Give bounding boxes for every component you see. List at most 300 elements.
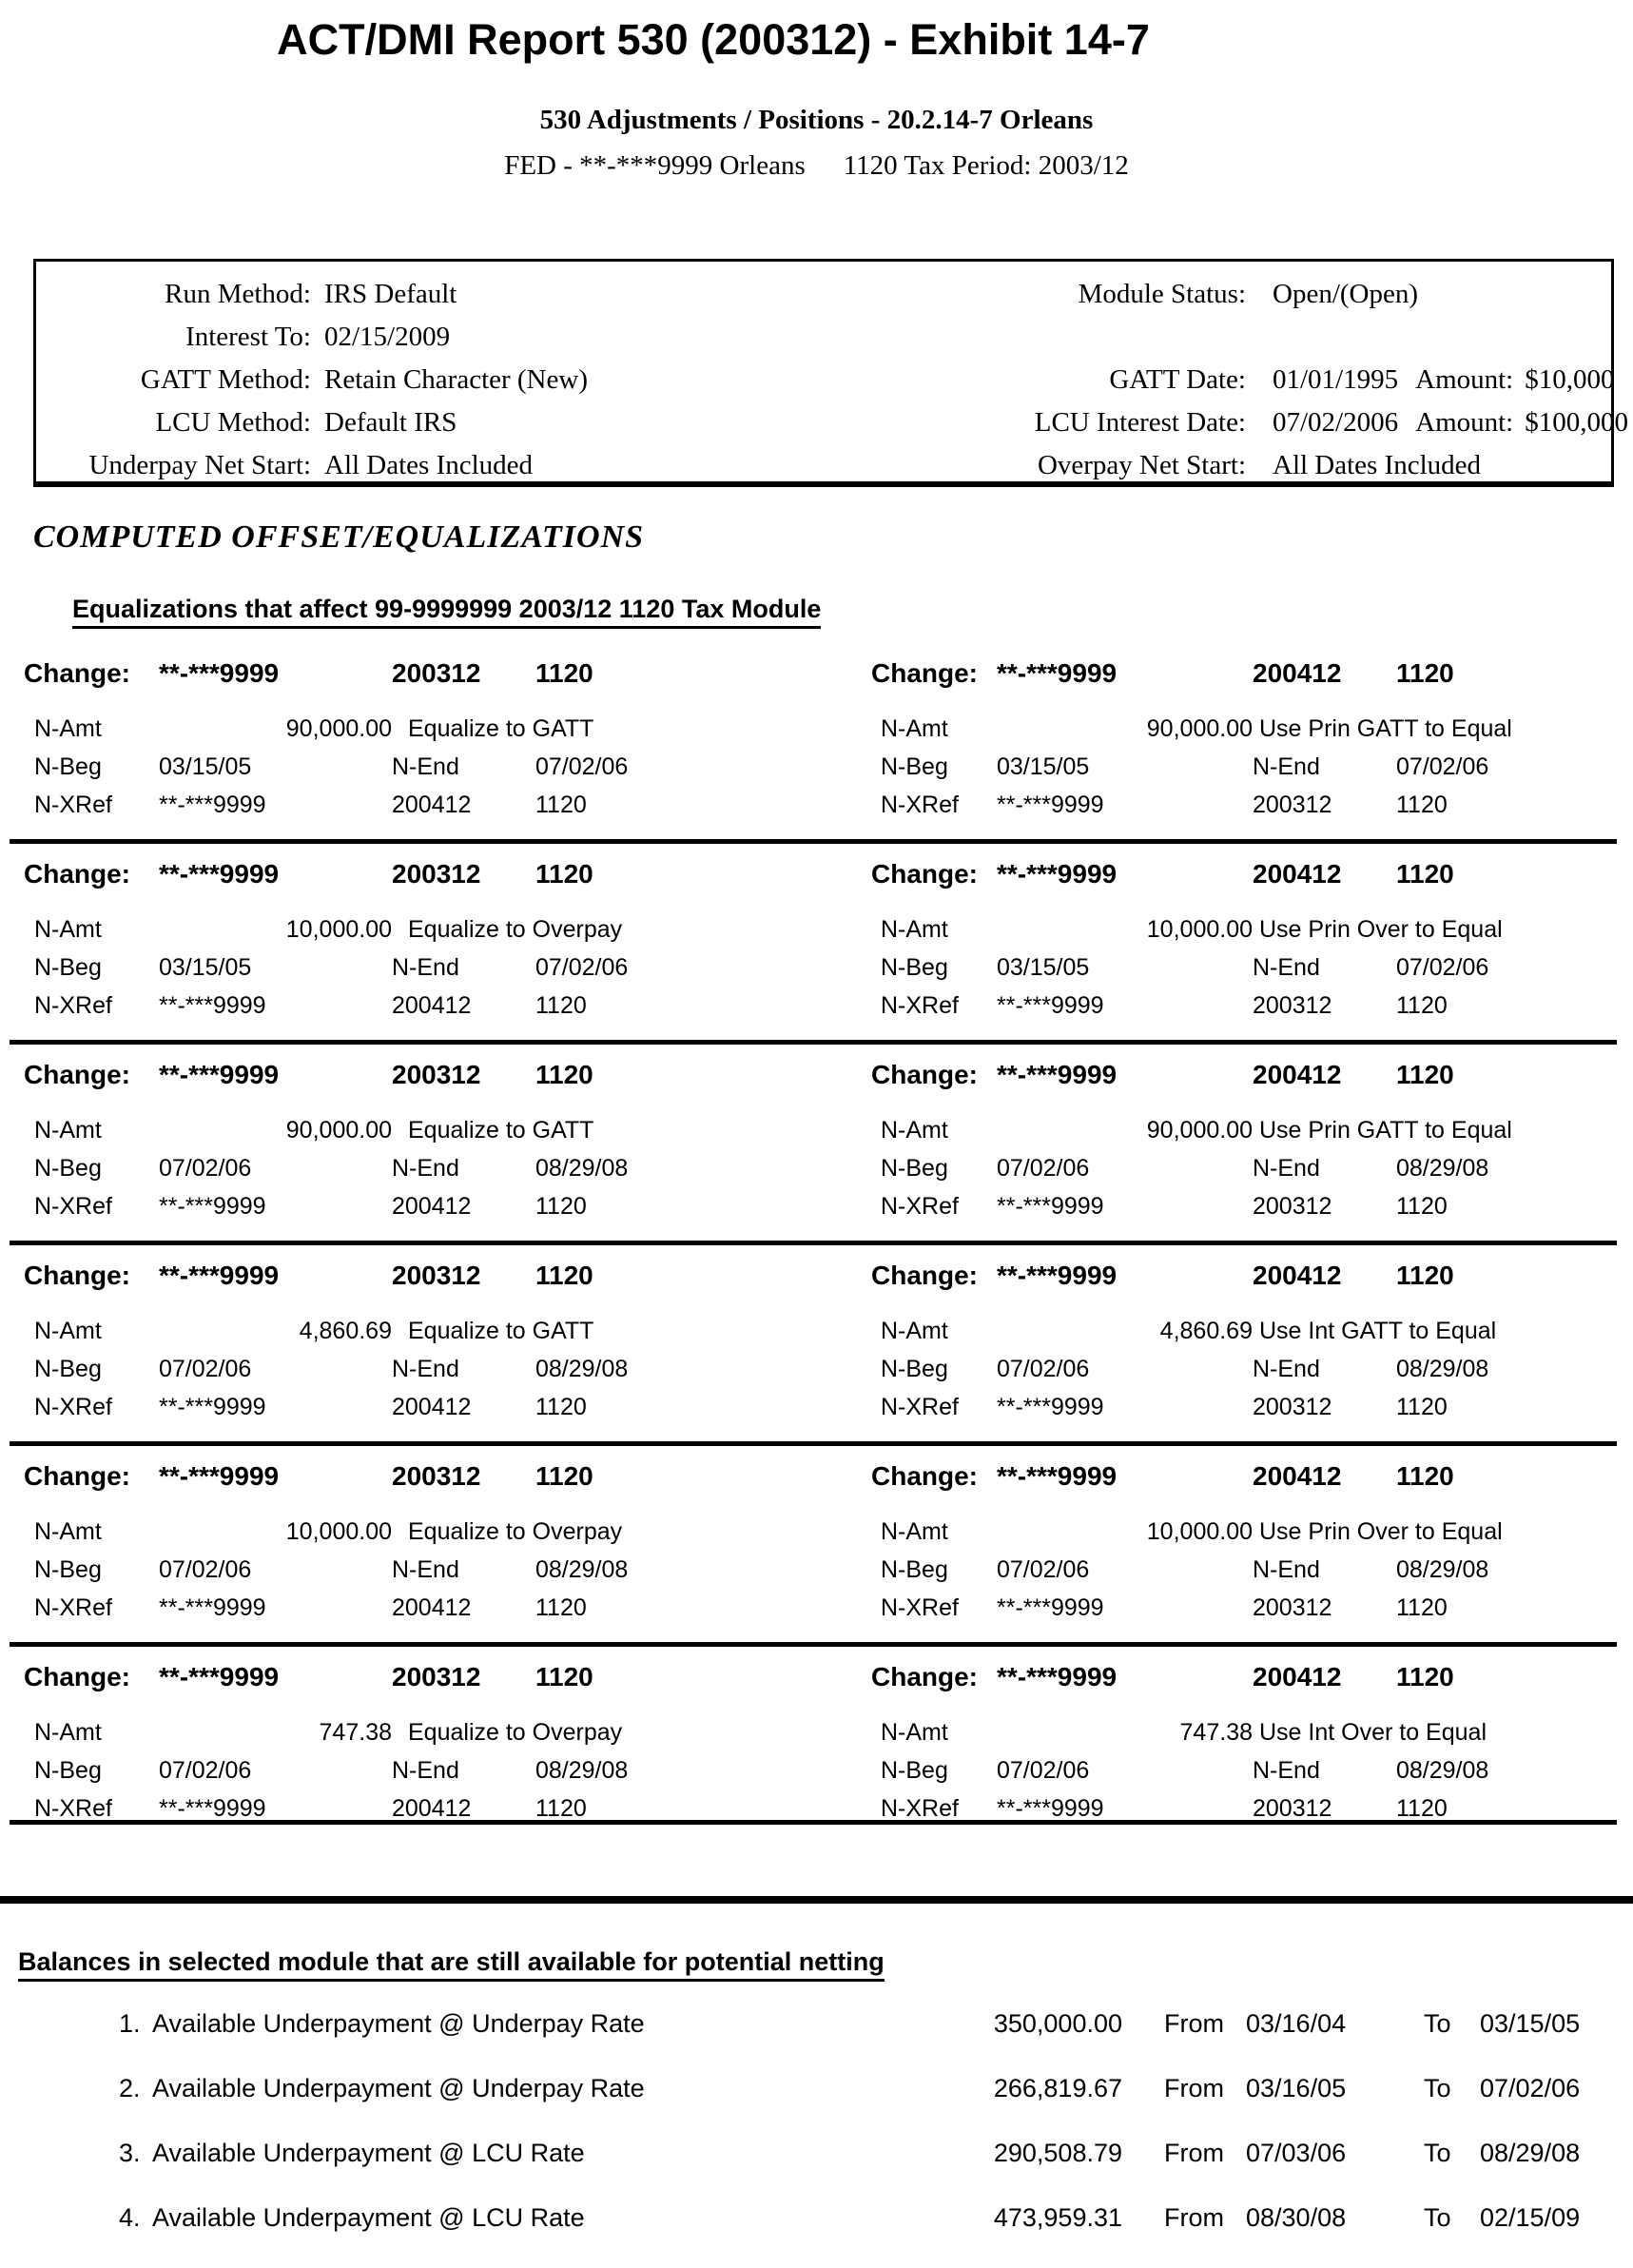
to-label: To bbox=[1424, 2139, 1451, 2167]
change-account: **-***9999 bbox=[997, 859, 1118, 889]
n-xref-label: N-XRef bbox=[881, 1394, 959, 1420]
n-xref-mft: 1120 bbox=[1396, 1594, 1448, 1621]
n-amt-value: 4,860.69 bbox=[299, 1318, 392, 1344]
n-amt-desc: Use Int GATT to Equal bbox=[1259, 1318, 1497, 1344]
n-beg-line bbox=[871, 1356, 1617, 1386]
balance-number: 2. bbox=[119, 2074, 141, 2102]
n-amt-line bbox=[24, 1117, 851, 1147]
n-beg-date: 03/15/05 bbox=[997, 954, 1090, 981]
page-title: ACT/DMI Report 530 (200312) - Exhibit 14-7 bbox=[277, 15, 1150, 64]
balance-row bbox=[0, 2074, 1633, 2139]
n-xref-label: N-XRef bbox=[881, 1594, 959, 1621]
n-xref-line bbox=[24, 1394, 851, 1424]
n-beg-date: 07/02/06 bbox=[997, 1556, 1090, 1583]
change-label: Change: bbox=[24, 1060, 130, 1089]
n-xref-mft: 1120 bbox=[535, 992, 587, 1019]
change-header-line bbox=[871, 1060, 1617, 1090]
n-end-date: 08/29/08 bbox=[1396, 1356, 1489, 1382]
n-amt-desc: Use Int Over to Equal bbox=[1259, 1719, 1487, 1746]
from-label: From bbox=[1164, 2139, 1224, 2167]
n-beg-label: N-Beg bbox=[881, 1155, 948, 1182]
balances-list bbox=[0, 2009, 1633, 2268]
n-amt-label: N-Amt bbox=[881, 1318, 948, 1344]
n-xref-mft: 1120 bbox=[1396, 1394, 1448, 1420]
n-xref-label: N-XRef bbox=[881, 1795, 959, 1822]
n-amt-value: 10,000.00 bbox=[285, 916, 392, 943]
change-header-line bbox=[24, 1662, 851, 1692]
change-account: **-***9999 bbox=[159, 658, 280, 688]
n-xref-label: N-XRef bbox=[34, 1394, 112, 1420]
n-end-date: 08/29/08 bbox=[535, 1155, 629, 1182]
balance-number: 3. bbox=[119, 2139, 141, 2167]
n-xref-label: N-XRef bbox=[34, 1594, 112, 1621]
n-amt-desc: Equalize to GATT bbox=[408, 715, 594, 742]
change-account: **-***9999 bbox=[159, 1261, 280, 1290]
change-mft: 1120 bbox=[535, 1662, 593, 1691]
change-row bbox=[10, 844, 1617, 1045]
info-row bbox=[36, 407, 1628, 450]
change-period: 200412 bbox=[1253, 1662, 1342, 1691]
change-account: **-***9999 bbox=[159, 1461, 280, 1491]
change-mft: 1120 bbox=[1396, 1662, 1454, 1691]
report-tax-period: 1120 Tax Period: 2003/12 bbox=[843, 150, 1129, 181]
change-header-line bbox=[24, 1261, 851, 1291]
n-beg-label: N-Beg bbox=[881, 753, 948, 780]
change-account: **-***9999 bbox=[159, 1662, 280, 1691]
change-period: 200412 bbox=[1253, 658, 1342, 688]
n-amt-label: N-Amt bbox=[34, 1719, 102, 1746]
change-block-right bbox=[871, 643, 1617, 839]
change-mft: 1120 bbox=[1396, 1261, 1454, 1290]
n-beg-line bbox=[871, 954, 1617, 985]
n-amt-value: 747.38 bbox=[1179, 1719, 1253, 1746]
n-amt-label: N-Amt bbox=[881, 1117, 948, 1144]
change-label: Change: bbox=[24, 859, 130, 889]
n-amt-line bbox=[24, 715, 851, 746]
n-xref-period: 200312 bbox=[1253, 1795, 1332, 1822]
n-xref-label: N-XRef bbox=[34, 992, 112, 1019]
n-xref-account: **-***9999 bbox=[159, 1394, 266, 1420]
from-date: 08/30/08 bbox=[1246, 2203, 1347, 2232]
info-label-right: Overpay Net Start: bbox=[1037, 450, 1246, 480]
to-date: 07/02/06 bbox=[1480, 2074, 1581, 2102]
from-label: From bbox=[1164, 2203, 1224, 2232]
n-xref-account: **-***9999 bbox=[997, 1394, 1104, 1420]
n-amt-label: N-Amt bbox=[34, 1318, 102, 1344]
change-mft: 1120 bbox=[535, 1261, 593, 1290]
n-beg-label: N-Beg bbox=[881, 1356, 948, 1382]
equalizations-heading bbox=[72, 595, 821, 629]
n-beg-label: N-Beg bbox=[34, 1356, 102, 1382]
change-mft: 1120 bbox=[535, 859, 593, 889]
info-row bbox=[36, 450, 1611, 493]
n-amt-line bbox=[871, 916, 1617, 947]
n-beg-line bbox=[871, 1556, 1617, 1587]
n-xref-mft: 1120 bbox=[535, 1394, 587, 1420]
change-block-left bbox=[24, 1045, 851, 1241]
balance-amount: 266,819.67 bbox=[993, 2074, 1122, 2102]
change-row bbox=[10, 1045, 1617, 1245]
info-value-left: IRS Default bbox=[324, 279, 457, 309]
to-label: To bbox=[1424, 2009, 1451, 2038]
change-account: **-***9999 bbox=[997, 1060, 1118, 1089]
change-header-line bbox=[871, 658, 1617, 689]
n-xref-period: 200312 bbox=[1253, 1193, 1332, 1220]
change-block-right bbox=[871, 844, 1617, 1040]
info-label-right: LCU Interest Date: bbox=[1034, 407, 1246, 438]
n-beg-date: 03/15/05 bbox=[997, 753, 1090, 780]
n-end-date: 08/29/08 bbox=[535, 1356, 629, 1382]
n-beg-date: 07/02/06 bbox=[159, 1155, 252, 1182]
n-amt-label: N-Amt bbox=[34, 1117, 102, 1144]
n-amt-line bbox=[24, 916, 851, 947]
change-label: Change: bbox=[871, 859, 978, 889]
n-beg-date: 07/02/06 bbox=[997, 1757, 1090, 1784]
change-block-left bbox=[24, 844, 851, 1040]
n-amt-value: 4,860.69 bbox=[1159, 1318, 1253, 1344]
n-xref-label: N-XRef bbox=[34, 792, 112, 818]
n-xref-mft: 1120 bbox=[535, 792, 587, 818]
n-xref-label: N-XRef bbox=[34, 1193, 112, 1220]
info-label-left: LCU Method: bbox=[155, 407, 311, 438]
info-value-right bbox=[1273, 279, 1447, 310]
info-label-left: Run Method: bbox=[165, 279, 311, 309]
to-label: To bbox=[1424, 2203, 1451, 2232]
n-beg-line bbox=[871, 1155, 1617, 1185]
info-right-value: Open/(Open) bbox=[1273, 279, 1419, 309]
balance-amount: 290,508.79 bbox=[993, 2139, 1122, 2167]
n-amt-label: N-Amt bbox=[881, 1719, 948, 1746]
change-row bbox=[10, 1647, 1617, 1825]
n-xref-line bbox=[871, 992, 1617, 1023]
change-period: 200312 bbox=[392, 859, 481, 889]
n-amt-desc: Use Prin Over to Equal bbox=[1259, 916, 1503, 943]
n-xref-line bbox=[24, 1795, 851, 1826]
change-mft: 1120 bbox=[1396, 658, 1454, 688]
change-block-left bbox=[24, 1446, 851, 1642]
change-period: 200412 bbox=[1253, 1261, 1342, 1290]
n-beg-date: 07/02/06 bbox=[997, 1155, 1090, 1182]
n-beg-line bbox=[24, 753, 851, 784]
n-amt-value: 747.38 bbox=[319, 1719, 392, 1746]
n-amt-label: N-Amt bbox=[881, 715, 948, 742]
info-row bbox=[36, 364, 1615, 407]
change-label: Change: bbox=[24, 658, 130, 688]
change-block-left bbox=[24, 1647, 851, 1820]
info-label-right: GATT Date: bbox=[1109, 364, 1246, 395]
change-mft: 1120 bbox=[1396, 1461, 1454, 1491]
n-xref-period: 200412 bbox=[392, 1394, 472, 1420]
n-amt-desc: Equalize to GATT bbox=[408, 1318, 594, 1344]
n-xref-line bbox=[871, 1193, 1617, 1223]
info-right-value: 01/01/1995 bbox=[1273, 364, 1399, 395]
change-header-line bbox=[871, 1662, 1617, 1692]
change-period: 200312 bbox=[392, 1060, 481, 1089]
n-beg-label: N-Beg bbox=[881, 954, 948, 981]
from-date: 03/16/05 bbox=[1246, 2074, 1347, 2102]
n-xref-account: **-***9999 bbox=[997, 992, 1104, 1019]
n-amt-desc: Equalize to Overpay bbox=[408, 916, 623, 943]
info-label-left: Interest To: bbox=[185, 322, 311, 352]
change-period: 200312 bbox=[392, 1261, 481, 1290]
to-label: To bbox=[1424, 2074, 1451, 2102]
change-label: Change: bbox=[24, 1461, 130, 1491]
change-label: Change: bbox=[871, 1461, 978, 1491]
n-amt-label: N-Amt bbox=[34, 1518, 102, 1545]
n-end-label: N-End bbox=[392, 1556, 459, 1583]
n-xref-line bbox=[871, 1795, 1617, 1826]
info-value-right bbox=[1273, 364, 1615, 396]
n-end-date: 07/02/06 bbox=[1396, 954, 1489, 981]
n-amt-desc: Use Prin GATT to Equal bbox=[1259, 1117, 1512, 1144]
run-settings-box bbox=[33, 259, 1628, 487]
balance-description: Available Underpayment @ LCU Rate bbox=[152, 2203, 585, 2232]
info-right-value: 07/02/2006 bbox=[1273, 407, 1399, 438]
change-label: Change: bbox=[871, 1662, 978, 1691]
change-mft: 1120 bbox=[535, 658, 593, 688]
change-header-line bbox=[871, 1461, 1617, 1492]
change-mft: 1120 bbox=[1396, 1060, 1454, 1089]
n-xref-account: **-***9999 bbox=[159, 1795, 266, 1822]
change-block-right bbox=[871, 1245, 1617, 1441]
n-beg-label: N-Beg bbox=[34, 753, 102, 780]
n-xref-period: 200312 bbox=[1253, 1594, 1332, 1621]
n-amt-value: 90,000.00 bbox=[1146, 715, 1253, 742]
change-block-right bbox=[871, 1045, 1617, 1241]
n-end-label: N-End bbox=[1253, 1155, 1320, 1182]
balance-row bbox=[0, 2009, 1633, 2074]
to-date: 02/15/09 bbox=[1480, 2203, 1581, 2232]
n-amt-desc: Use Prin Over to Equal bbox=[1259, 1518, 1503, 1545]
balance-row bbox=[0, 2139, 1633, 2203]
n-beg-line bbox=[871, 1757, 1617, 1788]
change-label: Change: bbox=[871, 658, 978, 688]
n-xref-period: 200412 bbox=[392, 1193, 472, 1220]
n-amt-value: 10,000.00 bbox=[1146, 1518, 1253, 1545]
from-label: From bbox=[1164, 2074, 1224, 2102]
equalizations-heading-text: Equalizations that affect 99-9999999 2003/12 1120 Tax Module bbox=[72, 595, 821, 629]
n-amt-label: N-Amt bbox=[881, 1518, 948, 1545]
n-end-label: N-End bbox=[1253, 1356, 1320, 1382]
balance-amount: 473,959.31 bbox=[993, 2203, 1122, 2232]
change-header-line bbox=[24, 1461, 851, 1492]
change-block-right bbox=[871, 1647, 1617, 1820]
change-account: **-***9999 bbox=[159, 1060, 280, 1089]
n-amt-desc: Use Prin GATT to Equal bbox=[1259, 715, 1512, 742]
n-amt-label: N-Amt bbox=[881, 916, 948, 943]
n-xref-line bbox=[24, 792, 851, 822]
info-right-value: All Dates Included bbox=[1273, 450, 1482, 480]
balance-description: Available Underpayment @ LCU Rate bbox=[152, 2139, 585, 2167]
n-beg-line bbox=[24, 1556, 851, 1587]
n-beg-line bbox=[24, 1757, 851, 1788]
info-value-left: All Dates Included bbox=[324, 450, 534, 480]
to-date: 08/29/08 bbox=[1480, 2139, 1581, 2167]
n-amt-desc: Equalize to GATT bbox=[408, 1117, 594, 1144]
n-end-label: N-End bbox=[1253, 753, 1320, 780]
n-xref-account: **-***9999 bbox=[997, 1193, 1104, 1220]
n-xref-period: 200312 bbox=[1253, 992, 1332, 1019]
n-end-label: N-End bbox=[392, 753, 459, 780]
n-xref-period: 200312 bbox=[1253, 1394, 1332, 1420]
n-amt-line bbox=[871, 1117, 1617, 1147]
n-end-label: N-End bbox=[392, 1757, 459, 1784]
change-period: 200312 bbox=[392, 1662, 481, 1691]
n-amt-line bbox=[871, 1518, 1617, 1549]
change-mft: 1120 bbox=[1396, 859, 1454, 889]
n-amt-line bbox=[871, 1719, 1617, 1750]
n-beg-label: N-Beg bbox=[34, 954, 102, 981]
n-beg-date: 03/15/05 bbox=[159, 753, 252, 780]
n-xref-account: **-***9999 bbox=[997, 792, 1104, 818]
change-account: **-***9999 bbox=[997, 1261, 1118, 1290]
to-date: 03/15/05 bbox=[1480, 2009, 1581, 2038]
n-beg-line bbox=[24, 954, 851, 985]
n-xref-line bbox=[871, 1394, 1617, 1424]
n-end-label: N-End bbox=[1253, 1556, 1320, 1583]
report-entity: FED - **-***9999 Orleans bbox=[504, 150, 806, 181]
change-block-left bbox=[24, 643, 851, 839]
balance-number: 4. bbox=[119, 2203, 141, 2232]
section-title: COMPUTED OFFSET/EQUALIZATIONS bbox=[33, 519, 645, 555]
n-beg-line bbox=[24, 1155, 851, 1185]
n-end-date: 08/29/08 bbox=[1396, 1155, 1489, 1182]
change-header-line bbox=[24, 1060, 851, 1090]
amount-label: Amount: bbox=[1415, 364, 1514, 395]
change-label: Change: bbox=[24, 1662, 130, 1691]
n-xref-period: 200412 bbox=[392, 1795, 472, 1822]
change-block-right bbox=[871, 1446, 1617, 1642]
n-xref-account: **-***9999 bbox=[159, 1594, 266, 1621]
n-beg-date: 07/02/06 bbox=[159, 1356, 252, 1382]
from-date: 03/16/04 bbox=[1246, 2009, 1347, 2038]
n-xref-line bbox=[24, 1594, 851, 1625]
change-period: 200412 bbox=[1253, 1060, 1342, 1089]
n-amt-line bbox=[24, 1518, 851, 1549]
n-end-date: 07/02/06 bbox=[535, 954, 629, 981]
n-beg-date: 07/02/06 bbox=[997, 1356, 1090, 1382]
change-account: **-***9999 bbox=[997, 1461, 1118, 1491]
change-period: 200412 bbox=[1253, 859, 1342, 889]
change-period: 200412 bbox=[1253, 1461, 1342, 1491]
change-row bbox=[10, 643, 1617, 844]
n-amt-value: 90,000.00 bbox=[285, 715, 392, 742]
amount-value: $100,000 bbox=[1525, 407, 1628, 438]
n-xref-account: **-***9999 bbox=[997, 1594, 1104, 1621]
n-amt-label: N-Amt bbox=[34, 916, 102, 943]
change-period: 200312 bbox=[392, 1461, 481, 1491]
balances-heading bbox=[18, 1947, 885, 1982]
balances-heading-text: Balances in selected module that are still available for potential netting bbox=[18, 1947, 885, 1982]
info-value-left: 02/15/2009 bbox=[324, 322, 451, 352]
info-label-left: GATT Method: bbox=[140, 364, 311, 395]
n-end-date: 08/29/08 bbox=[1396, 1757, 1489, 1784]
n-beg-label: N-Beg bbox=[881, 1556, 948, 1583]
n-amt-value: 10,000.00 bbox=[285, 1518, 392, 1545]
n-amt-value: 90,000.00 bbox=[285, 1117, 392, 1144]
n-xref-line bbox=[871, 1594, 1617, 1625]
equalizations-table bbox=[10, 643, 1617, 1825]
n-end-label: N-End bbox=[1253, 954, 1320, 981]
n-end-date: 07/02/06 bbox=[535, 753, 629, 780]
change-header-line bbox=[871, 859, 1617, 890]
n-xref-mft: 1120 bbox=[1396, 1193, 1448, 1220]
report-subheader bbox=[0, 150, 1633, 182]
n-xref-mft: 1120 bbox=[535, 1193, 587, 1220]
report-subtitle: 530 Adjustments / Positions - 20.2.14-7 Orleans bbox=[539, 105, 1094, 135]
n-beg-date: 07/02/06 bbox=[159, 1556, 252, 1583]
change-label: Change: bbox=[871, 1261, 978, 1290]
n-xref-mft: 1120 bbox=[535, 1594, 587, 1621]
from-date: 07/03/06 bbox=[1246, 2139, 1347, 2167]
n-end-label: N-End bbox=[392, 1155, 459, 1182]
n-xref-account: **-***9999 bbox=[159, 792, 266, 818]
amount-label: Amount: bbox=[1415, 407, 1514, 438]
n-xref-period: 200412 bbox=[392, 1594, 472, 1621]
info-row bbox=[36, 322, 1611, 364]
n-beg-date: 07/02/06 bbox=[159, 1757, 252, 1784]
n-xref-label: N-XRef bbox=[34, 1795, 112, 1822]
n-end-label: N-End bbox=[1253, 1757, 1320, 1784]
n-xref-line bbox=[24, 992, 851, 1023]
n-end-label: N-End bbox=[392, 954, 459, 981]
change-account: **-***9999 bbox=[997, 658, 1118, 688]
section-divider bbox=[0, 1896, 1633, 1904]
n-amt-label: N-Amt bbox=[34, 715, 102, 742]
n-amt-line bbox=[871, 1318, 1617, 1348]
n-beg-line bbox=[871, 753, 1617, 784]
balance-description: Available Underpayment @ Underpay Rate bbox=[152, 2074, 645, 2102]
change-row bbox=[10, 1446, 1617, 1647]
n-xref-period: 200412 bbox=[392, 992, 472, 1019]
amount-value: $10,000 bbox=[1525, 364, 1615, 395]
balance-description: Available Underpayment @ Underpay Rate bbox=[152, 2009, 645, 2038]
n-xref-line bbox=[24, 1193, 851, 1223]
n-end-date: 07/02/06 bbox=[1396, 753, 1489, 780]
change-label: Change: bbox=[24, 1261, 130, 1290]
info-value-right bbox=[1273, 322, 1301, 353]
change-mft: 1120 bbox=[535, 1461, 593, 1491]
n-xref-period: 200412 bbox=[392, 792, 472, 818]
change-account: **-***9999 bbox=[159, 859, 280, 889]
n-end-date: 08/29/08 bbox=[535, 1556, 629, 1583]
info-value-left: Retain Character (New) bbox=[324, 364, 588, 395]
change-label: Change: bbox=[871, 1060, 978, 1089]
n-end-label: N-End bbox=[392, 1356, 459, 1382]
n-amt-value: 10,000.00 bbox=[1146, 916, 1253, 943]
n-beg-label: N-Beg bbox=[34, 1155, 102, 1182]
n-beg-date: 03/15/05 bbox=[159, 954, 252, 981]
from-label: From bbox=[1164, 2009, 1224, 2038]
change-header-line bbox=[24, 658, 851, 689]
n-amt-desc: Equalize to Overpay bbox=[408, 1719, 623, 1746]
n-xref-account: **-***9999 bbox=[159, 992, 266, 1019]
balance-amount: 350,000.00 bbox=[993, 2009, 1122, 2038]
change-block-left bbox=[24, 1245, 851, 1441]
change-header-line bbox=[871, 1261, 1617, 1291]
n-amt-line bbox=[871, 715, 1617, 746]
n-xref-account: **-***9999 bbox=[159, 1193, 266, 1220]
n-xref-mft: 1120 bbox=[535, 1795, 587, 1822]
balance-number: 1. bbox=[119, 2009, 141, 2038]
n-xref-label: N-XRef bbox=[881, 992, 959, 1019]
info-label-right: Module Status: bbox=[1078, 279, 1246, 309]
n-xref-account: **-***9999 bbox=[997, 1795, 1104, 1822]
change-mft: 1120 bbox=[535, 1060, 593, 1089]
n-amt-line bbox=[24, 1318, 851, 1348]
n-beg-label: N-Beg bbox=[881, 1757, 948, 1784]
n-xref-mft: 1120 bbox=[1396, 992, 1448, 1019]
